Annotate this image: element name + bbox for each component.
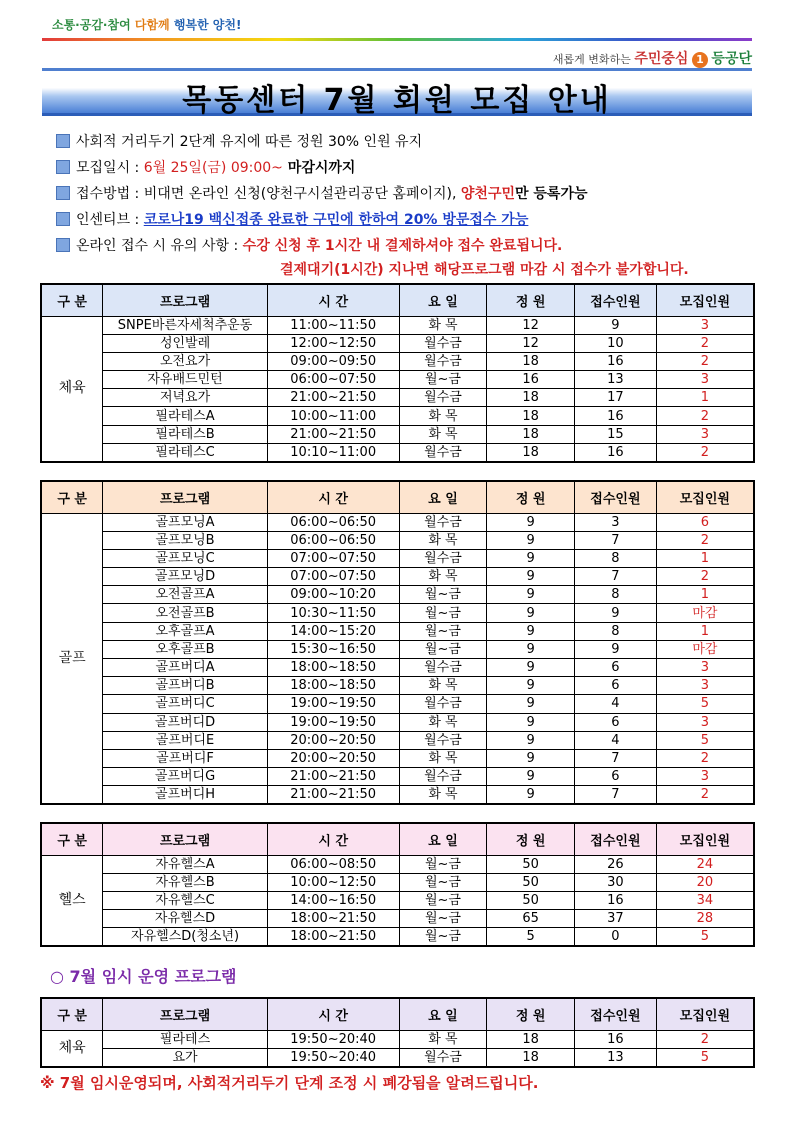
- registered-cell: 13: [575, 371, 657, 389]
- registered-cell: 0: [575, 928, 657, 947]
- registered-cell: 8: [575, 586, 657, 604]
- registered-cell: 7: [575, 749, 657, 767]
- capacity-cell: 18: [487, 425, 575, 443]
- table-row: [41, 352, 754, 370]
- capacity-cell: 18: [487, 443, 575, 462]
- time-cell: 18:00~21:50: [267, 910, 399, 928]
- capacity-cell: 9: [487, 713, 575, 731]
- days-cell: 월~금: [399, 640, 487, 658]
- footer-note: ※ 7월 임시운영되며, 사회적거리두기 단계 조정 시 폐강됨을 알려드립니다.: [40, 1074, 539, 1092]
- table-row: [41, 768, 754, 786]
- logo-together-text: 다함께: [134, 18, 170, 32]
- corporation-slogan: [553, 48, 752, 68]
- table-row: [41, 731, 754, 749]
- table-temp-programs: [40, 997, 755, 1068]
- time-cell: 06:00~06:50: [267, 513, 399, 531]
- district-logo: [52, 16, 241, 33]
- temp-program-heading: ○ 7월 임시 운영 프로그램: [50, 967, 237, 986]
- table-row: [41, 407, 754, 425]
- days-cell: 화 목: [399, 425, 487, 443]
- program-cell: 필라테스C: [103, 443, 267, 462]
- registered-cell: 26: [575, 855, 657, 873]
- time-cell: 06:00~06:50: [267, 531, 399, 549]
- column-header: 구 분: [41, 998, 103, 1030]
- days-cell: 화 목: [399, 531, 487, 549]
- table-health: [40, 822, 755, 947]
- openings-cell: 5: [656, 1048, 754, 1067]
- days-cell: 월수금: [399, 1048, 487, 1067]
- table-row: [41, 891, 754, 909]
- column-header: 접수인원: [575, 823, 657, 855]
- column-header: 프로그램: [103, 823, 267, 855]
- slogan-text: 새롭게 변화하는: [552, 53, 631, 66]
- capacity-cell: 18: [487, 1030, 575, 1048]
- table-row: [41, 677, 754, 695]
- openings-cell: 2: [656, 568, 754, 586]
- table-row: [41, 640, 754, 658]
- column-header: 접수인원: [575, 284, 657, 316]
- notice-capacity: [56, 131, 422, 151]
- openings-cell: 2: [656, 407, 754, 425]
- time-cell: 14:00~16:50: [267, 891, 399, 909]
- table-row: [41, 928, 754, 947]
- registered-cell: 16: [575, 352, 657, 370]
- time-cell: 12:00~12:50: [267, 334, 399, 352]
- days-cell: 화 목: [399, 786, 487, 805]
- registered-cell: 8: [575, 549, 657, 567]
- column-header: 요 일: [399, 481, 487, 513]
- days-cell: 화 목: [399, 1030, 487, 1048]
- registered-cell: 4: [575, 731, 657, 749]
- registered-cell: 30: [575, 873, 657, 891]
- program-cell: 성인발레: [103, 334, 267, 352]
- table-row: [41, 568, 754, 586]
- notice-label: 온라인 접수 시 유의 사항 :: [76, 238, 243, 254]
- program-cell: 저녁요가: [103, 389, 267, 407]
- capacity-cell: 65: [487, 910, 575, 928]
- program-cell: 자유헬스C: [103, 891, 267, 909]
- table-row: [41, 910, 754, 928]
- program-cell: 골프모닝A: [103, 513, 267, 531]
- bullet-square-icon: [56, 212, 70, 226]
- slogan-highlight: 주민중심: [634, 51, 689, 67]
- registered-cell: 17: [575, 389, 657, 407]
- openings-cell: 1: [656, 622, 754, 640]
- capacity-cell: 9: [487, 549, 575, 567]
- capacity-cell: 18: [487, 389, 575, 407]
- notice-caution-text: 결제대기(1시간) 지나면 해당프로그램 마감 시 접수가 불가합니다.: [280, 262, 689, 278]
- program-cell: 골프버디C: [103, 695, 267, 713]
- time-cell: 21:00~21:50: [267, 768, 399, 786]
- capacity-cell: 9: [487, 622, 575, 640]
- program-cell: 골프버디D: [103, 713, 267, 731]
- time-cell: 18:00~18:50: [267, 677, 399, 695]
- time-cell: 18:00~18:50: [267, 659, 399, 677]
- openings-cell: 2: [656, 334, 754, 352]
- days-cell: 화 목: [399, 677, 487, 695]
- registered-cell: 3: [575, 513, 657, 531]
- openings-cell: 6: [656, 513, 754, 531]
- capacity-cell: 9: [487, 677, 575, 695]
- capacity-cell: 9: [487, 604, 575, 622]
- category-cell: 체육: [41, 316, 103, 462]
- program-cell: 자유헬스B: [103, 873, 267, 891]
- notice-caution-text: 수강 신청 후 1시간 내 결제하셔야 접수 완료됩니다.: [242, 238, 563, 254]
- openings-cell: 1: [656, 586, 754, 604]
- registered-cell: 16: [575, 891, 657, 909]
- registered-cell: 6: [575, 659, 657, 677]
- notice-text: 사회적 거리두기 2단계 유지에 따른 정원 30% 인원 유지: [76, 134, 423, 150]
- capacity-cell: 16: [487, 371, 575, 389]
- table-row: [41, 586, 754, 604]
- program-cell: 오전골프B: [103, 604, 267, 622]
- registered-cell: 9: [575, 640, 657, 658]
- column-header: 접수인원: [575, 481, 657, 513]
- registered-cell: 8: [575, 622, 657, 640]
- openings-cell: 1: [656, 389, 754, 407]
- slogan-brand: 등공단: [711, 51, 752, 67]
- capacity-cell: 9: [487, 586, 575, 604]
- bullet-square-icon: [56, 186, 70, 200]
- time-cell: 19:50~20:40: [267, 1048, 399, 1067]
- capacity-cell: 12: [487, 316, 575, 334]
- days-cell: 월~금: [399, 586, 487, 604]
- openings-cell: 2: [656, 531, 754, 549]
- bullet-square-icon: [56, 160, 70, 174]
- registered-cell: 7: [575, 786, 657, 805]
- program-cell: 오전요가: [103, 352, 267, 370]
- registered-cell: 7: [575, 568, 657, 586]
- openings-cell: 5: [656, 928, 754, 947]
- time-cell: 11:00~11:50: [267, 316, 399, 334]
- openings-cell: 마감: [656, 604, 754, 622]
- table-row: [41, 622, 754, 640]
- table-row: [41, 749, 754, 767]
- logo-happy-text: 행복한 양천!: [173, 18, 242, 32]
- days-cell: 월수금: [399, 443, 487, 462]
- program-cell: 골프버디G: [103, 768, 267, 786]
- days-cell: 월~금: [399, 855, 487, 873]
- notice-schedule: [56, 157, 355, 177]
- time-cell: 20:00~20:50: [267, 749, 399, 767]
- time-cell: 21:00~21:50: [267, 425, 399, 443]
- notice-label: 모집일시 :: [76, 160, 144, 176]
- rainbow-divider: [42, 38, 752, 41]
- column-header: 모집인원: [656, 823, 754, 855]
- column-header: 프로그램: [103, 481, 267, 513]
- time-cell: 10:30~11:50: [267, 604, 399, 622]
- registered-cell: 6: [575, 713, 657, 731]
- notice-caution: [56, 235, 562, 255]
- table-row: [41, 334, 754, 352]
- table-row: [41, 855, 754, 873]
- category-cell: 헬스: [41, 855, 103, 946]
- table-header-row: [41, 481, 754, 513]
- openings-cell: 3: [656, 316, 754, 334]
- table-row: [41, 425, 754, 443]
- column-header: 프로그램: [103, 998, 267, 1030]
- column-header: 요 일: [399, 998, 487, 1030]
- time-cell: 19:00~19:50: [267, 713, 399, 731]
- column-header: 접수인원: [575, 998, 657, 1030]
- table-golf: [40, 480, 755, 805]
- days-cell: 월수금: [399, 513, 487, 531]
- table-row: [41, 371, 754, 389]
- time-cell: 18:00~21:50: [267, 928, 399, 947]
- openings-cell: 마감: [656, 640, 754, 658]
- capacity-cell: 50: [487, 891, 575, 909]
- openings-cell: 28: [656, 910, 754, 928]
- capacity-cell: 18: [487, 352, 575, 370]
- capacity-cell: 9: [487, 731, 575, 749]
- days-cell: 월~금: [399, 622, 487, 640]
- notice-method: [56, 183, 588, 203]
- program-cell: 자유배드민턴: [103, 371, 267, 389]
- days-cell: 월수금: [399, 389, 487, 407]
- registered-cell: 4: [575, 695, 657, 713]
- program-cell: 오전골프A: [103, 586, 267, 604]
- openings-cell: 34: [656, 891, 754, 909]
- notice-label: 인센티브 :: [76, 212, 144, 228]
- capacity-cell: 50: [487, 873, 575, 891]
- time-cell: 21:00~21:50: [267, 786, 399, 805]
- registered-cell: 9: [575, 604, 657, 622]
- registered-cell: 9: [575, 316, 657, 334]
- registered-cell: 7: [575, 531, 657, 549]
- time-cell: 14:00~15:20: [267, 622, 399, 640]
- column-header: 요 일: [399, 823, 487, 855]
- column-header: 프로그램: [103, 284, 267, 316]
- days-cell: 화 목: [399, 749, 487, 767]
- table-row: [41, 316, 754, 334]
- capacity-cell: 9: [487, 786, 575, 805]
- logo-slogan-text: 소통·공감·참여: [52, 18, 131, 32]
- table-row: [41, 513, 754, 531]
- capacity-cell: 12: [487, 334, 575, 352]
- openings-cell: 3: [656, 659, 754, 677]
- time-cell: 21:00~21:50: [267, 389, 399, 407]
- column-header: 시 간: [267, 481, 399, 513]
- days-cell: 월수금: [399, 549, 487, 567]
- notice-end: 만 등록가능: [515, 186, 588, 202]
- program-cell: 오후골프A: [103, 622, 267, 640]
- column-header: 시 간: [267, 823, 399, 855]
- program-cell: 골프버디F: [103, 749, 267, 767]
- column-header: 정 원: [487, 823, 575, 855]
- bullet-square-icon: [56, 134, 70, 148]
- program-cell: 골프버디B: [103, 677, 267, 695]
- days-cell: 화 목: [399, 713, 487, 731]
- notice-resident: 양천구민: [460, 186, 515, 202]
- column-header: 요 일: [399, 284, 487, 316]
- days-cell: 월~금: [399, 371, 487, 389]
- openings-cell: 2: [656, 749, 754, 767]
- capacity-cell: 9: [487, 749, 575, 767]
- table-header-row: [41, 823, 754, 855]
- program-cell: 골프버디H: [103, 786, 267, 805]
- program-cell: 골프버디E: [103, 731, 267, 749]
- table-row: [41, 1030, 754, 1048]
- capacity-cell: 5: [487, 928, 575, 947]
- time-cell: 10:00~12:50: [267, 873, 399, 891]
- openings-cell: 24: [656, 855, 754, 873]
- program-cell: 자유헬스A: [103, 855, 267, 873]
- program-cell: 골프모닝B: [103, 531, 267, 549]
- days-cell: 화 목: [399, 316, 487, 334]
- program-cell: 필라테스: [103, 1030, 267, 1048]
- days-cell: 화 목: [399, 407, 487, 425]
- column-header: 구 분: [41, 823, 103, 855]
- time-cell: 20:00~20:50: [267, 731, 399, 749]
- notice-date: 6월 25일(금) 09:00~: [143, 160, 283, 176]
- registered-cell: 15: [575, 425, 657, 443]
- openings-cell: 2: [656, 443, 754, 462]
- days-cell: 월수금: [399, 659, 487, 677]
- time-cell: 06:00~07:50: [267, 371, 399, 389]
- program-cell: 자유헬스D(청소년): [103, 928, 267, 947]
- days-cell: 월수금: [399, 695, 487, 713]
- program-cell: SNPE바른자세척추운동: [103, 316, 267, 334]
- column-header: 정 원: [487, 998, 575, 1030]
- program-cell: 필라테스B: [103, 425, 267, 443]
- time-cell: 09:00~10:20: [267, 586, 399, 604]
- capacity-cell: 9: [487, 640, 575, 658]
- page-title: 목동센터 7월 회원 모집 안내: [182, 83, 612, 118]
- table-row: [41, 531, 754, 549]
- program-cell: 자유헬스D: [103, 910, 267, 928]
- column-header: 모집인원: [656, 284, 754, 316]
- registered-cell: 13: [575, 1048, 657, 1067]
- time-cell: 09:00~09:50: [267, 352, 399, 370]
- days-cell: 월~금: [399, 910, 487, 928]
- capacity-cell: 18: [487, 407, 575, 425]
- capacity-cell: 9: [487, 768, 575, 786]
- registered-cell: 16: [575, 407, 657, 425]
- days-cell: 월수금: [399, 334, 487, 352]
- table-row: [41, 1048, 754, 1067]
- table-row: [41, 443, 754, 462]
- registered-cell: 16: [575, 443, 657, 462]
- openings-cell: 1: [656, 549, 754, 567]
- program-cell: 오후골프B: [103, 640, 267, 658]
- capacity-cell: 9: [487, 568, 575, 586]
- capacity-cell: 18: [487, 1048, 575, 1067]
- openings-cell: 3: [656, 371, 754, 389]
- openings-cell: 2: [656, 786, 754, 805]
- column-header: 시 간: [267, 284, 399, 316]
- openings-cell: 20: [656, 873, 754, 891]
- column-header: 구 분: [41, 481, 103, 513]
- notice-end: 마감시까지: [282, 160, 356, 176]
- days-cell: 월~금: [399, 604, 487, 622]
- capacity-cell: 9: [487, 695, 575, 713]
- registered-cell: 6: [575, 768, 657, 786]
- category-cell: 체육: [41, 1030, 103, 1067]
- table-row: [41, 713, 754, 731]
- capacity-cell: 9: [487, 659, 575, 677]
- column-header: 시 간: [267, 998, 399, 1030]
- table-header-row: [41, 284, 754, 316]
- days-cell: 월~금: [399, 873, 487, 891]
- days-cell: 월수금: [399, 731, 487, 749]
- table-row: [41, 659, 754, 677]
- openings-cell: 2: [656, 352, 754, 370]
- days-cell: 월수금: [399, 352, 487, 370]
- notice-incentive: [56, 209, 528, 229]
- table-row: [41, 389, 754, 407]
- capacity-cell: 9: [487, 513, 575, 531]
- notice-caution-2: [280, 259, 689, 279]
- program-cell: 골프모닝D: [103, 568, 267, 586]
- table-sports: [40, 283, 755, 463]
- time-cell: 06:00~08:50: [267, 855, 399, 873]
- registered-cell: 37: [575, 910, 657, 928]
- days-cell: 월~금: [399, 928, 487, 947]
- openings-cell: 3: [656, 713, 754, 731]
- program-cell: 골프모닝C: [103, 549, 267, 567]
- table-header-row: [41, 998, 754, 1030]
- time-cell: 10:00~11:00: [267, 407, 399, 425]
- days-cell: 화 목: [399, 568, 487, 586]
- days-cell: 월~금: [399, 891, 487, 909]
- time-cell: 19:50~20:40: [267, 1030, 399, 1048]
- openings-cell: 5: [656, 731, 754, 749]
- slogan-badge-icon: 1: [692, 52, 708, 68]
- time-cell: 10:10~11:00: [267, 443, 399, 462]
- registered-cell: 10: [575, 334, 657, 352]
- bullet-square-icon: [56, 238, 70, 252]
- time-cell: 07:00~07:50: [267, 568, 399, 586]
- time-cell: 07:00~07:50: [267, 549, 399, 567]
- capacity-cell: 9: [487, 531, 575, 549]
- openings-cell: 3: [656, 425, 754, 443]
- registered-cell: 6: [575, 677, 657, 695]
- program-cell: 골프버디A: [103, 659, 267, 677]
- days-cell: 월수금: [399, 768, 487, 786]
- table-row: [41, 549, 754, 567]
- column-header: 구 분: [41, 284, 103, 316]
- notice-label: 접수방법 : 비대면 온라인 신청(양천구시설관리공단 홈페이지),: [76, 186, 461, 202]
- openings-cell: 3: [656, 677, 754, 695]
- registered-cell: 16: [575, 1030, 657, 1048]
- column-header: 모집인원: [656, 481, 754, 513]
- time-cell: 19:00~19:50: [267, 695, 399, 713]
- category-cell: 골프: [41, 513, 103, 804]
- capacity-cell: 50: [487, 855, 575, 873]
- openings-cell: 5: [656, 695, 754, 713]
- column-header: 정 원: [487, 284, 575, 316]
- column-header: 모집인원: [656, 998, 754, 1030]
- table-row: [41, 873, 754, 891]
- program-cell: 필라테스A: [103, 407, 267, 425]
- column-header: 정 원: [487, 481, 575, 513]
- notice-incentive-link: 코로나19 백신접종 완료한 구민에 한하여 20% 방문접수 가능: [143, 212, 529, 228]
- table-row: [41, 604, 754, 622]
- openings-cell: 2: [656, 1030, 754, 1048]
- table-row: [41, 786, 754, 805]
- page-title-banner: [42, 68, 752, 116]
- time-cell: 15:30~16:50: [267, 640, 399, 658]
- openings-cell: 3: [656, 768, 754, 786]
- table-row: [41, 695, 754, 713]
- program-cell: 요가: [103, 1048, 267, 1067]
